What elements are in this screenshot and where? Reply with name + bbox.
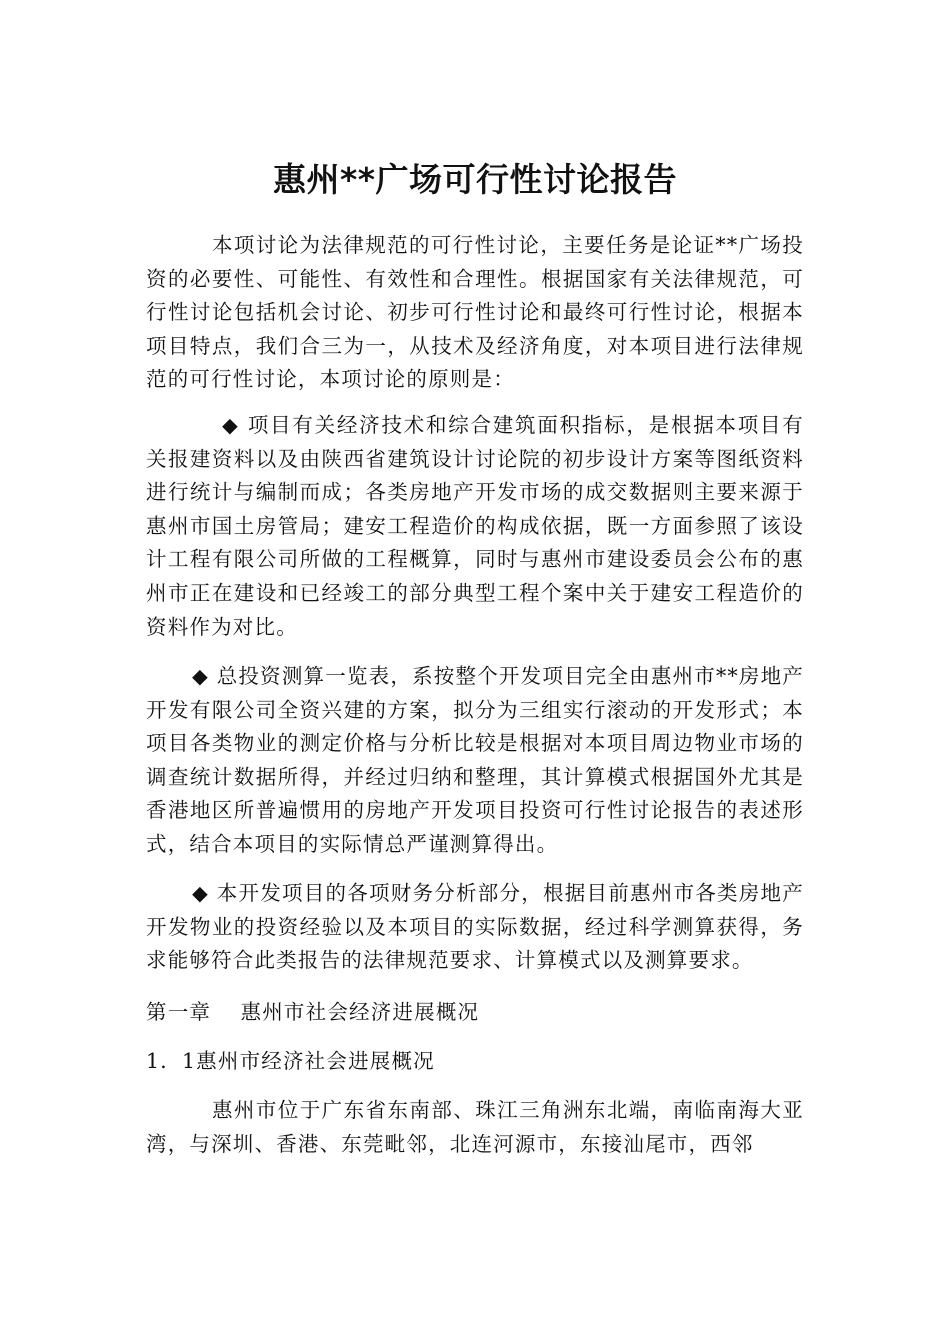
chapter-heading: 第一章 惠州市社会经济进展概况: [146, 1000, 480, 1024]
bullet-paragraph-3: ◆ 本开发项目的各项财务分析部分，根据目前惠州市各类房地产开发物业的投资经验以及本项目的实际数据，经过科学测算获得，务求能够符合此类报告的法律规范要求、计算模式以及测算要求。: [146, 881, 804, 973]
section-paragraph: 惠州市位于广东省东南部、珠江三角洲东北端，南临南海大亚湾，与深圳、香港、东莞毗邻，北连河源市，东接汕尾市，西邻: [146, 1098, 804, 1156]
document-title: 惠州**广场可行性讨论报告: [272, 160, 677, 199]
bullet-paragraph-2: ◆ 总投资测算一览表，系按整个开发项目完全由惠州市**房地产开发有限公司全资兴建的方案，拟分为三组实行滚动的开发形式；本项目各类物业的测定价格与分析比较是根据对本项目周边物业市场的调查统计数据所得，并经过归纳和整理，其计算模式根据国外尤其是香港地区所普遍惯用的房地产开发项目投资可行性讨论报告的表述形式，结合本项目的实际情总严谨测算得出。: [146, 664, 804, 856]
section-heading: 1．1惠州市经济社会进展概况: [146, 1049, 435, 1073]
bullet-paragraph-1: ◆ 项目有关经济技术和综合建筑面积指标，是根据本项目有关报建资料以及由陕西省建筑设计讨论院的初步设计方案等图纸资料进行统计与编制而成；各类房地产开发市场的成交数据则主要来源于惠州市国土房管局；建安工程造价的构成依据，既一方面参照了该设计工程有限公司所做的工程概算，同时与惠州市建设委员会公布的惠州市正在建设和已经竣工的部分典型工程个案中关于建安工程造价的资料作为对比。: [146, 413, 804, 639]
intro-paragraph: 本项讨论为法律规范的可行性讨论，主要任务是论证**广场投资的必要性、可能性、有效性和合理性。根据国家有关法律规范，可行性讨论包括机会讨论、初步可行性讨论和最终可行性讨论，根据本项目特点，我们合三为一，从技术及经济角度，对本项目进行法律规范的可行性讨论，本项讨论的原则是：: [146, 233, 804, 392]
